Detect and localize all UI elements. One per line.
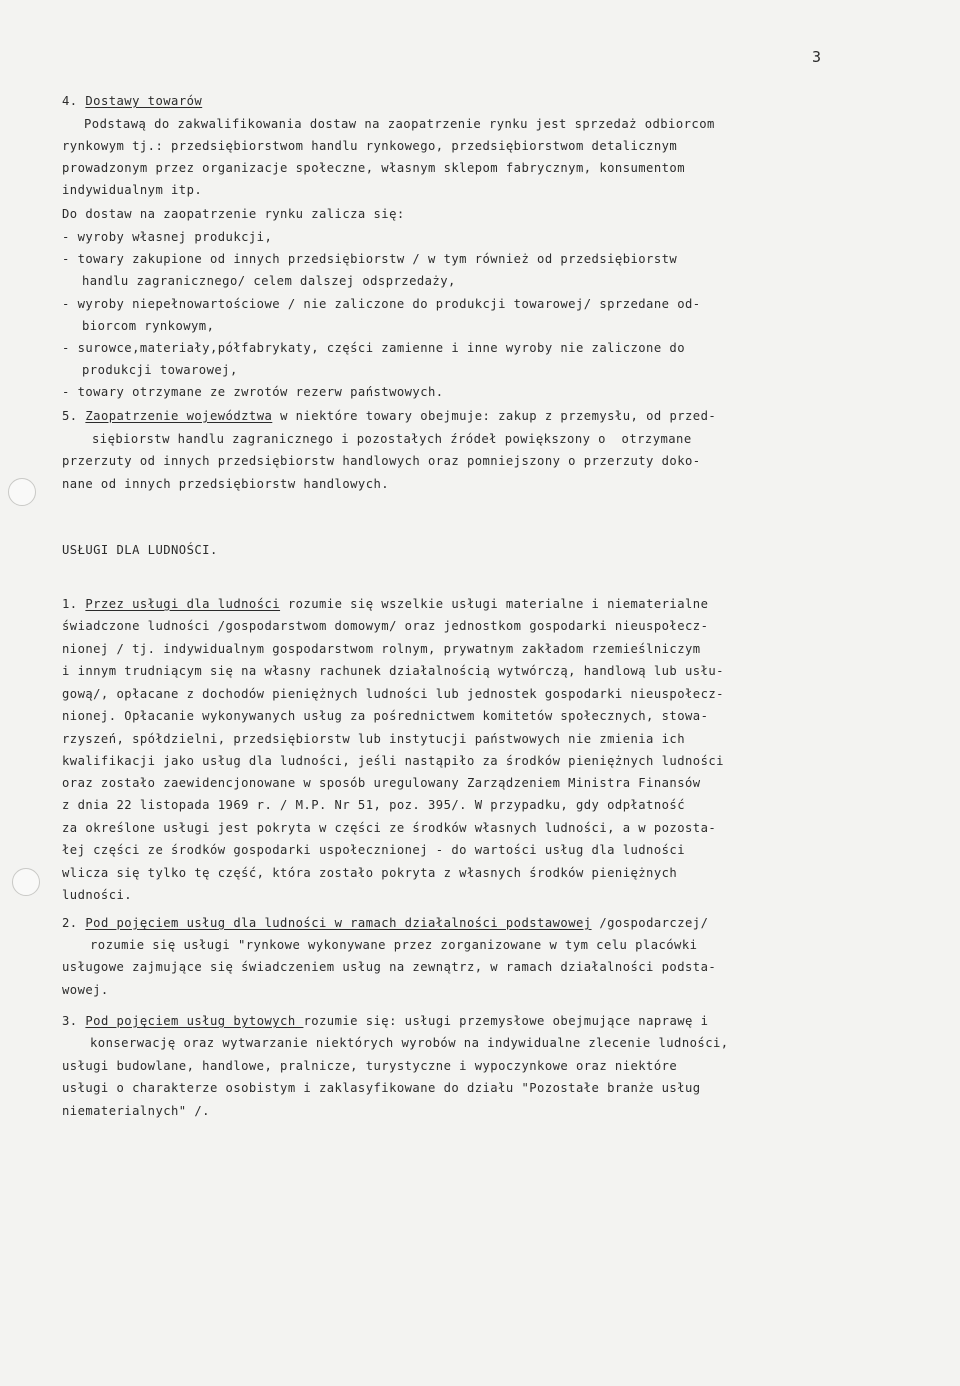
text-line: [62, 160, 685, 176]
text-line: [62, 959, 716, 975]
text-line: [62, 820, 716, 836]
text-line: [62, 408, 716, 424]
underlined-term: Pod pojęciem usług bytowych: [85, 1014, 304, 1028]
text-line: [62, 296, 701, 312]
text-segment: 1.: [62, 597, 86, 611]
text-segment: nionej. Opłacanie wykonywanych usług za pośrednictwem komitetów społecznych, stowa-: [62, 709, 709, 723]
text-segment: wowej.: [62, 983, 109, 997]
text-line: [62, 251, 677, 267]
text-segment: siębiorstw handlu zagranicznego i pozostałych źródeł powiększony o otrzymane: [92, 432, 692, 446]
page-number: 3: [812, 48, 822, 66]
text-segment: Podstawą do zakwalifikowania dostaw na zaopatrzenie rynku jest sprzedaż odbiorcom: [84, 117, 715, 131]
text-segment: usługi budowlane, handlowe, pralnicze, turystyczne i wypoczynkowe oraz niektóre: [62, 1059, 678, 1073]
text-segment: USŁUGI DLA LUDNOŚCI.: [62, 543, 218, 557]
text-line: [62, 340, 685, 356]
text-segment: handlu zagranicznego/ celem dalszej odsprzedaży,: [82, 274, 456, 288]
text-line: [90, 1035, 729, 1051]
text-segment: z dnia 22 listopada 1969 r. / M.P. Nr 51, poz. 395/. W przypadku, gdy odpłatność: [62, 798, 685, 812]
text-segment: za określone usługi jest pokryta w części ze środków własnych ludności, a w pozosta-: [62, 821, 717, 835]
punch-hole: [8, 478, 36, 506]
text-line: [62, 476, 389, 492]
text-line: [62, 686, 724, 702]
text-segment: 2.: [62, 916, 86, 930]
text-line: [62, 641, 701, 657]
text-line: [62, 182, 202, 198]
text-segment: - wyroby niepełnowartościowe / nie zaliczone do produkcji towarowej/ sprzedane od-: [62, 297, 701, 311]
text-segment: rzyszeń, spółdzielni, przedsiębiorstw lub instytucji państwowych nie zmienia ich: [62, 732, 685, 746]
text-segment: łej części ze środków gospodarki uspołecznionej - do wartości usług dla ludności: [62, 843, 685, 857]
text-segment: 3.: [62, 1014, 86, 1028]
text-segment: /gospodarczej/: [591, 916, 709, 930]
text-segment: usługi o charakterze osobistym i zaklasyfikowane do działu "Pozostałe branże usług: [62, 1081, 701, 1095]
text-segment: biorcom rynkowym,: [82, 319, 215, 333]
text-line: [62, 708, 708, 724]
text-segment: konserwację oraz wytwarzanie niektórych wyrobów na indywidualne zlecenie ludności,: [90, 1036, 729, 1050]
text-line: [62, 138, 677, 154]
text-segment: gową/, opłacane z dochodów pieniężnych ludności lub jednostek gospodarki nieuspołecz-: [62, 687, 724, 701]
text-line: [62, 1013, 708, 1029]
text-segment: - wyroby własnej produkcji,: [62, 230, 273, 244]
text-line: [62, 1058, 677, 1074]
text-segment: w niektóre towary obejmuje: zakup z przemysłu, od przed-: [272, 409, 717, 423]
text-line: [62, 663, 724, 679]
text-segment: - surowce,materiały,półfabrykaty, części zamienne i inne wyroby nie zaliczone do: [62, 341, 685, 355]
text-line: [62, 731, 685, 747]
text-segment: świadczone ludności /gospodarstwom domowym/ oraz jednostkom gospodarki nieuspołecz-: [62, 619, 709, 633]
text-segment: Do dostaw na zaopatrzenie rynku zalicza się:: [62, 207, 405, 221]
text-line: [90, 937, 697, 953]
text-line: [62, 384, 444, 400]
punch-hole: [12, 868, 40, 896]
text-line: [82, 362, 238, 378]
text-segment: oraz zostało zaewidencjonowane w sposób uregulowany Zarządzeniem Ministra Finansów: [62, 776, 701, 790]
text-line: [62, 775, 701, 791]
text-segment: i innym trudniącym się na własny rachunek działalnością wytwórczą, handlową lub usłu-: [62, 664, 724, 678]
text-line: [62, 982, 109, 998]
text-line: [62, 753, 724, 769]
text-segment: niematerialnych" /.: [62, 1104, 210, 1118]
text-line: [84, 116, 715, 132]
text-line: [62, 229, 272, 245]
text-segment: rozumie się usługi "rynkowe wykonywane przez zorganizowane w tym celu placówki: [90, 938, 698, 952]
text-line: [62, 1080, 701, 1096]
text-line: [62, 865, 677, 881]
text-line: [62, 453, 701, 469]
text-segment: usługowe zajmujące się świadczeniem usług na zewnątrz, w ramach działalności podsta-: [62, 960, 717, 974]
text-segment: ludności.: [62, 888, 133, 902]
text-segment: nionej / tj. indywidualnym gospodarstwom rolnym, prywatnym zakładom rzemieślniczym: [62, 642, 701, 656]
text-line: [62, 596, 708, 612]
text-segment: prowadzonym przez organizacje społeczne, własnym sklepom fabrycznym, konsumentom: [62, 161, 685, 175]
underlined-term: Przez usługi dla ludności: [85, 597, 281, 611]
text-segment: rozumie się wszelkie usługi materialne i niematerialne: [280, 597, 709, 611]
text-line: [92, 431, 692, 447]
text-segment: - towary otrzymane ze zwrotów rezerw państwowych.: [62, 385, 444, 399]
text-line: [62, 842, 685, 858]
text-segment: produkcji towarowej,: [82, 363, 238, 377]
text-segment: - towary zakupione od innych przedsiębiorstw / w tym również od przedsiębiorstw: [62, 252, 678, 266]
text-line: [62, 542, 218, 558]
text-segment: przerzuty od innych przedsiębiorstw handlowych oraz pomniejszony o przerzuty doko-: [62, 454, 701, 468]
text-line: [62, 915, 708, 931]
underlined-term: Zaopatrzenie województwa: [85, 409, 273, 423]
text-segment: rynkowym tj.: przedsiębiorstwom handlu rynkowego, przedsiębiorstwom detalicznym: [62, 139, 678, 153]
text-segment: nane od innych przedsiębiorstw handlowych.: [62, 477, 390, 491]
underlined-term: Dostawy towarów: [85, 94, 203, 108]
text-line: [62, 93, 202, 109]
text-line: [62, 887, 132, 903]
text-line: [62, 618, 708, 634]
text-segment: indywidualnym itp.: [62, 183, 203, 197]
text-line: [62, 206, 405, 222]
underlined-term: Pod pojęciem usług dla ludności w ramach działalności podstawowej: [85, 916, 592, 930]
text-line: [82, 318, 214, 334]
text-segment: wlicza się tylko tę część, która zostało pokryta z własnych środków pieniężnych: [62, 866, 678, 880]
text-segment: 4.: [62, 94, 86, 108]
text-segment: kwalifikacji jako usług dla ludności, jeśli nastąpiło za środków pieniężnych ludności: [62, 754, 724, 768]
text-line: [62, 797, 685, 813]
text-segment: rozumie się: usługi przemysłowe obejmujące naprawę i: [303, 1014, 709, 1028]
text-line: [62, 1103, 210, 1119]
text-line: [82, 273, 456, 289]
text-segment: 5.: [62, 409, 86, 423]
